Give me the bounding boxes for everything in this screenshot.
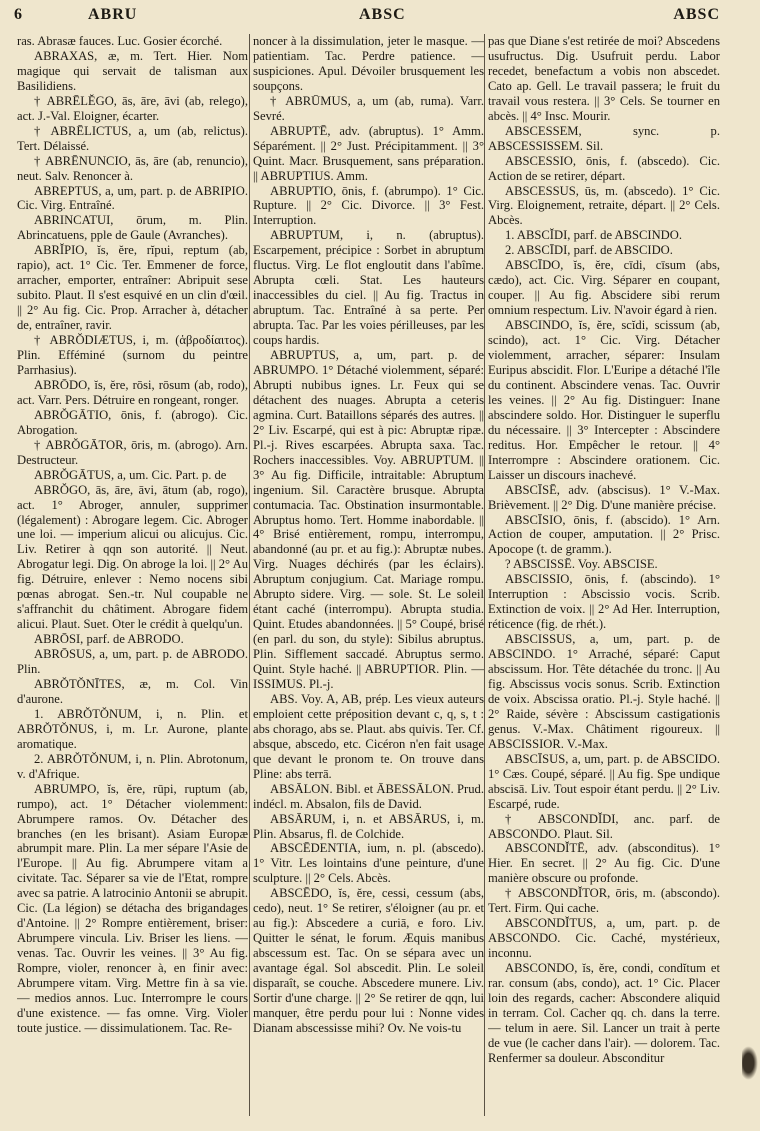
dictionary-entry: † ABRŎDIÆTUS, i, m. (ἁβροδίαιτος). Plin. Efféminé (surnom du peintre Parrhasius). [17, 333, 248, 377]
dictionary-entry: ABRŌSI, parf. de ABRODO. [34, 632, 184, 647]
dictionary-entry: ABSCONDĬTĒ, adv. (absconditus). 1° Hier. En secret. || 2° Au fig. Cic. D'une manière obscure ou profonde. [488, 841, 720, 886]
dictionary-entry: ABRŌDO, ĭs, ĕre, rōsi, rōsum (ab, rodo), act. Varr. Pers. Détruire en rongeant, ronger. [17, 377, 248, 407]
page-number: 6 [14, 6, 22, 23]
dictionary-entry: ABRUMPO, ĭs, ĕre, rūpi, ruptum (ab, rumpo), act. 1° Détacher violemment: Abrumpere ramos. Ov. Détacher des branches (en les brisant). Asiam Europæ abrumpit mare. Plin. La mer sépare l'Asie de l'Europe. || Au fig. Abrumpere vitam a civitate. Tac. Séparer sa vie de l'Etat, rompre avec sa patrie. A latrocinio Antonii se abrupit. Cic. (La légion) se détacha des brigandages d'Antoine. || 2° Rompre entièrement, briser: Abrumpere vincula. Liv. Briser les liens. — venas. Tac. Ouvrir les veines. || 3° Au fig. Rompre, violer, renoncer à, en finir avec: Abrumpere vitam. Virg. Mettre fin à sa vie. — medios annos. Luc. Interrompre le cours d'une existence. — fas omne. Virg. Violer toute justice. — dissimulationem. Tac. Re- [17, 781, 248, 1035]
dictionary-entry: † ABRŪMUS, a, um (ab, ruma). Varr. Sevré. [253, 93, 484, 123]
guide-word-right: ABSC [673, 6, 720, 23]
dictionary-entry: † ABRŎGĀTOR, ōris, m. (abrogo). Arn. Destructeur. [17, 437, 248, 467]
dictionary-entry: noncer à la dissimulation, jeter le masque. — patientiam. Tac. Perdre patience. — suspiciones. Apul. Dévoiler brusquement les soupçons. [253, 34, 484, 93]
dictionary-entry: ABRĬPIO, ĭs, ĕre, rĭpui, reptum (ab, rapio), act. 1° Cic. Ter. Emmener de force, arracher, emporter, entraîner: Abripuit sese subito. Plaut. Il s'est esquivé en un clin d'œil. || 2° Au fig. Cic. Prop. Arracher à, détacher de, entraîner, ravir. [17, 243, 248, 333]
dictionary-entry: ABSCĒDO, ĭs, ĕre, cessi, cessum (abs, cedo), neut. 1° Se retirer, s'éloigner (au pr. et au fig.): Abscedere a curiā, e foro. Liv. Quitter le sénat, le forum. Æquis manibus abscessum est. Tac. On se sépara avec un avantage égal. Sol abscedit. Plin. Le soleil disparaît, se couche. Abscedere munere. Liv. Sortir d'une charge. || 2° Se retirer de qqn, lui manquer, être perdu pour lui : Nonne vides Dianam abscessisse mihi? Ov. Ne vois-tu [253, 886, 484, 1035]
dictionary-entry: † ABRĒLĔGO, ās, āre, āvi (ab, relego), act. J.-Val. Eloigner, écarter. [17, 93, 248, 123]
dictionary-entry: 1. ABSCĬDI, parf. de ABSCINDO. [505, 228, 683, 243]
dictionary-entry: † ABSCONDĬDI, anc. parf. de ABSCONDO. Plaut. Sil. [488, 811, 720, 841]
dictionary-entry: ras. Abrasæ fauces. Luc. Gosier écorché. [17, 34, 223, 48]
dictionary-entry: ABSCESSUS, ūs, m. (abscedo). 1° Cic. Virg. Eloignement, retraite, départ. || 2° Cels. Abcès. [488, 183, 720, 228]
dictionary-entry: ABREPTUS, a, um, part. p. de ABRIPIO. Cic. Virg. Entraîné. [17, 183, 248, 213]
column-rule [249, 34, 250, 1116]
dictionary-entry: ABRŎTŎNĪTES, æ, m. Col. Vin d'aurone. [17, 676, 248, 706]
dictionary-entry: ABRŌSUS, a, um, part. p. de ABRODO. Plin. [17, 647, 248, 677]
column-rule [484, 34, 485, 1116]
dictionary-entry: ABSCĪDO, ĭs, ĕre, cīdi, cīsum (abs, cædo), act. Cic. Virg. Séparer en coupant, couper. || Au fig. Abscidere sibi rerum omnium respectum. Liv. N'avoir égard à rien. [488, 258, 720, 318]
dictionary-entry: ABS. Voy. A, AB, prép. Les vieux auteurs emploient cette préposition devant c, q, s, t : abs chorago, abs se. Plaut. abs quivis. Ter. Cf. absque, abscedo, etc. Cicéron n'en fait usage que devant le pronom te. On trouve dans Pline: abs terrā. [253, 691, 484, 781]
dictionary-entry: ABRUPTUS, a, um, part. p. de ABRUMPO. 1° Détaché violemment, séparé: Abrupti nubibus ignes. Lr. Feux qui se détachent des nuages. Abrupta a ceteris agmina. Curt. Bataillons séparés des autres. || 2° Liv. Escarpé, qui est à pic: Abruptæ ripæ. Pl.-j. Rives escarpées. Abrupta saxa. Tac. Rochers inaccessibles. Voy. ABRUPTUM. || 3° Au fig. Difficile, intraitable: Abruptum ingenium. Sil. Caractère brusque. Abrupta contumacia. Tac. Obstination insurmontable. Abruptus homo. Tert. Homme inabordable. || 4° Brisé entièrement, rompu, interrompu, abandonné (au pr. et au fig.): Abruptæ nubes. Virg. Nuages déchirés (par les éclairs). Abruptum conjugium. Cat. Mariage rompu. Abrupto sidere. Virg. — sole. St. Le soleil étant caché (interrompu). Abrupta studia. Quint. Etudes abandonnées. || 5° Coupé, brisé (en parl. du son, du style): Sibilus abruptus. Plin. Sifflement saccadé. Abruptus sermo. Quint. Style haché. || ABRUPTIOR. Plin. — ISSIMUS. Pl.-j. [253, 348, 484, 691]
dictionary-entry: ABSCĒDENTIA, ium, n. pl. (abscedo). 1° Vitr. Les lointains d'une peinture, d'une sculpture. || 2° Cels. Abcès. [253, 841, 484, 886]
dictionary-entry: ABSCĪSĒ, adv. (abscisus). 1° V.-Max. Brièvement. || 2° Dig. D'une manière précise. [488, 482, 720, 512]
dictionary-entry: ABRŎGĀTUS, a, um. Cic. Part. p. de [34, 467, 227, 482]
dictionary-entry: 2. ABRŎTŎNUM, i, n. Plin. Abrotonum, v. d'Afrique. [17, 751, 248, 781]
dictionary-entry: ABSĀRUM, i, n. et ABSĀRUS, i, m. Plin. Absarus, fl. de Colchide. [253, 811, 484, 841]
dictionary-entry: † ABRĒLICTUS, a, um (ab, relictus). Tert. Délaissé. [17, 123, 248, 153]
column-3 [488, 34, 720, 1116]
dictionary-entry: ABSCISSUS, a, um, part. p. de ABSCINDO. 1° Arraché, séparé: Caput abscissum. Hor. Tête détachée du tronc. || Au fig. Abscissus vocis sonus. Scrib. Extinction de voix. Abscissa oratio. Pl.-j. Style haché. || 2° Raide, sévère : Abscissum castigationis genus. V.-Max. Châtiment rigoureux. || ABSCISSIOR. V.-Max. [488, 632, 720, 751]
guide-word-middle: ABSC [359, 6, 406, 23]
dictionary-entry: ABSCESSIO, ōnis, f. (abscedo). Cic. Action de se retirer, départ. [488, 153, 720, 183]
dictionary-entry: ABSCONDO, ĭs, ĕre, condi, condĭtum et rar. consum (abs, condo), act. 1° Cic. Placer loin des regards, cacher: Abscondere aliquid in terram. Col. Cacher qq. ch. dans la terre. — telum in aere. Sil. Lancer un trait à perte de vue (le cacher dans l'air). — dolorem. Tac. Renfermer sa douleur. Absconditur [488, 961, 720, 1065]
dictionary-entry: ABRUPTĒ, adv. (abruptus). 1° Amm. Séparément. || 2° Just. Précipitamment. || 3° Quint. Macr. Brusquement, sans préparation. || ABRUPTIUS. Amm. [253, 123, 484, 183]
dictionary-entry: ABRINCATUI, ōrum, m. Plin. Abrincatuens, pple de Gaule (Avranches). [17, 213, 248, 243]
dictionary-entry: † ABRĒNUNCIO, ās, āre (ab, renuncio), neut. Salv. Renoncer à. [17, 153, 248, 183]
column-2 [253, 34, 484, 1116]
dictionary-entry: ABRŎGO, ās, āre, āvi, ātum (ab, rogo), act. 1° Abroger, annuler, supprimer (légalement) : Abrogare legem. Cic. Abroger une loi. — imperium alicui ou alicujus. Cic. Liv. Retirer à qqn son autorité. || Neut. Abrogatur legi. Dig. On abroge la loi. || 2° Au fig. Détruire, enlever : Nemo nocens sibi pœnas abrogat. Sen.-tr. Nul coupable ne s'affranchit du châtiment. Abrogare fidem alicui. Plaut. Suet. Oter le crédit à quelqu'un. [17, 482, 248, 632]
guide-word-left: ABRU [88, 6, 138, 23]
dictionary-entry: ABSCINDO, ĭs, ĕre, scĭdi, scissum (ab, scindo), act. 1° Cic. Virg. Détacher violemment, arracher, séparer: Insulam Euripus abscidit. Flor. L'Euripe a détaché l'île du continent. Abscindere venas. Tac. Ouvrir les veines. || 2° Au fig. Distinguer: Inane abscindere soldo. Hor. Distinguer le superflu du nécessaire. || 3° Intercepter : Abscindere reditus. Hor. Empêcher le retour. || 4° Interrompre : Abscindere orationem. Cic. Laisser un discours inachevé. [488, 318, 720, 482]
dictionary-entry: ABRŎGĀTIO, ōnis, f. (abrogo). Cic. Abrogation. [17, 407, 248, 437]
dictionary-entry: † ABSCONDĬTOR, ōris, m. (abscondo). Tert. Firm. Qui cache. [488, 886, 720, 916]
dictionary-entry: 1. ABRŎTŎNUM, i, n. Plin. et ABRŎTŎNUS, i, m. Lr. Aurone, plante aromatique. [17, 706, 248, 751]
dictionary-entry: ABSCĪSUS, a, um, part. p. de ABSCIDO. 1° Cæs. Coupé, séparé. || Au fig. Spe undique abscisā. Liv. Tout espoir étant perdu. || 2° Liv. Escarpé, rude. [488, 751, 720, 811]
dictionary-entry: 2. ABSCĪDI, parf. de ABSCIDO. [505, 243, 673, 258]
dictionary-entry: ABSCESSEM, sync. p. ABSCESSISSEM. Sil. [488, 123, 720, 153]
dictionary-entry: ABSCĪSIO, ōnis, f. (abscido). 1° Arn. Action de couper, amputation. || 2° Prisc. Apocope (t. de gramm.). [488, 512, 720, 557]
page-edge-mark [742, 1046, 758, 1080]
column-1 [17, 34, 248, 1116]
dictionary-entry: ABRAXAS, æ, m. Tert. Hier. Nom magique qui servait de talisman aux Basilidiens. [17, 48, 248, 93]
running-header [14, 6, 742, 26]
dictionary-entry: ? ABSCISSĒ. Voy. ABSCISE. [505, 557, 658, 572]
dictionary-entry: ABSCISSIO, ōnis, f. (abscindo). 1° Interruption : Abscissio vocis. Scrib. Extinction de voix. || 2° Ad Her. Interruption, réticence (fig. de rhét.). [488, 572, 720, 632]
dictionary-entry: ABSĀLON. Bibl. et ĀBESSĀLON. Prud. indécl. m. Absalon, fils de David. [253, 781, 484, 811]
dictionary-entry: pas que Diane s'est retirée de moi? Abscedens usufructus. Dig. Usufruit perdu. Labor recedet, benefactum a vobis non abscedet. Cato ap. Gell. Le travail passera; le fruit du travail vous restera. || 3° Cels. Se tourner en abcès. || 4° Insc. Mourir. [488, 34, 720, 123]
dictionary-entry: ABRUPTIO, ōnis, f. (abrumpo). 1° Cic. Rupture. || 2° Cic. Divorce. || 3° Fest. Interruption. [253, 183, 484, 228]
dictionary-entry: ABSCONDĬTUS, a, um, part. p. de ABSCONDO. Cic. Caché, mystérieux, inconnu. [488, 916, 720, 961]
dictionary-entry: ABRUPTUM, i, n. (abruptus). Escarpement, précipice : Sorbet in abruptum fluctus. Virg. Le flot engloutit dans l'abîme. Abrupta cœli. Stat. Les hauteurs inaccessibles du ciel. || Au fig. Tractus in abruptum. Tac. Entraîné à sa perte. Per abrupta. Tac. Par les voies périlleuses, par les coups hardis. [253, 228, 484, 348]
